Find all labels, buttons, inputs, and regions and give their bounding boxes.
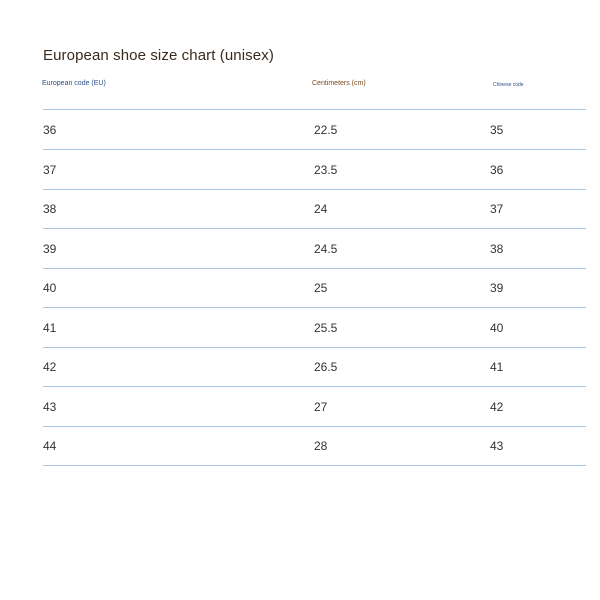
cell-cn: 43 (490, 439, 504, 453)
cell-eu: 36 (43, 123, 57, 137)
cell-cn: 35 (490, 123, 504, 137)
row-divider (43, 347, 586, 348)
cell-cn: 39 (490, 281, 504, 295)
cell-cn: 42 (490, 400, 504, 414)
table-row (0, 123, 600, 143)
cell-cn: 40 (490, 321, 504, 335)
row-divider (43, 268, 586, 269)
column-header-eu: European code (EU) (42, 80, 106, 87)
cell-cn: 41 (490, 360, 504, 374)
cell-cm: 25.5 (314, 321, 338, 335)
cell-cn: 38 (490, 242, 504, 256)
row-divider (43, 228, 586, 229)
table-row (0, 242, 600, 262)
cell-cm: 22.5 (314, 123, 338, 137)
cell-cm: 24 (314, 202, 328, 216)
cell-cm: 24.5 (314, 242, 338, 256)
table-row (0, 400, 600, 420)
cell-cm: 26.5 (314, 360, 338, 374)
cell-eu: 37 (43, 163, 57, 177)
cell-cm: 23.5 (314, 163, 338, 177)
cell-eu: 43 (43, 400, 57, 414)
table-row (0, 360, 600, 380)
table-row (0, 439, 600, 459)
cell-cn: 36 (490, 163, 504, 177)
cell-eu: 38 (43, 202, 57, 216)
cell-eu: 41 (43, 321, 57, 335)
page-title: European shoe size chart (unisex) (43, 47, 274, 65)
table-row (0, 163, 600, 183)
table-row (0, 202, 600, 222)
cell-eu: 40 (43, 281, 57, 295)
row-divider (43, 465, 586, 466)
column-header-cm: Centimeters (cm) (312, 80, 366, 87)
cell-eu: 42 (43, 360, 57, 374)
row-divider (43, 189, 586, 190)
cell-cm: 28 (314, 439, 328, 453)
cell-cn: 37 (490, 202, 504, 216)
row-divider (43, 307, 586, 308)
row-divider (43, 386, 586, 387)
cell-eu: 39 (43, 242, 57, 256)
header-divider (43, 109, 586, 110)
table-header (0, 80, 600, 92)
cell-cm: 27 (314, 400, 328, 414)
cell-cm: 25 (314, 281, 328, 295)
table-row (0, 281, 600, 301)
cell-eu: 44 (43, 439, 57, 453)
row-divider (43, 426, 586, 427)
column-header-cn: Chinese code (493, 82, 524, 88)
row-divider (43, 149, 586, 150)
table-row (0, 321, 600, 341)
